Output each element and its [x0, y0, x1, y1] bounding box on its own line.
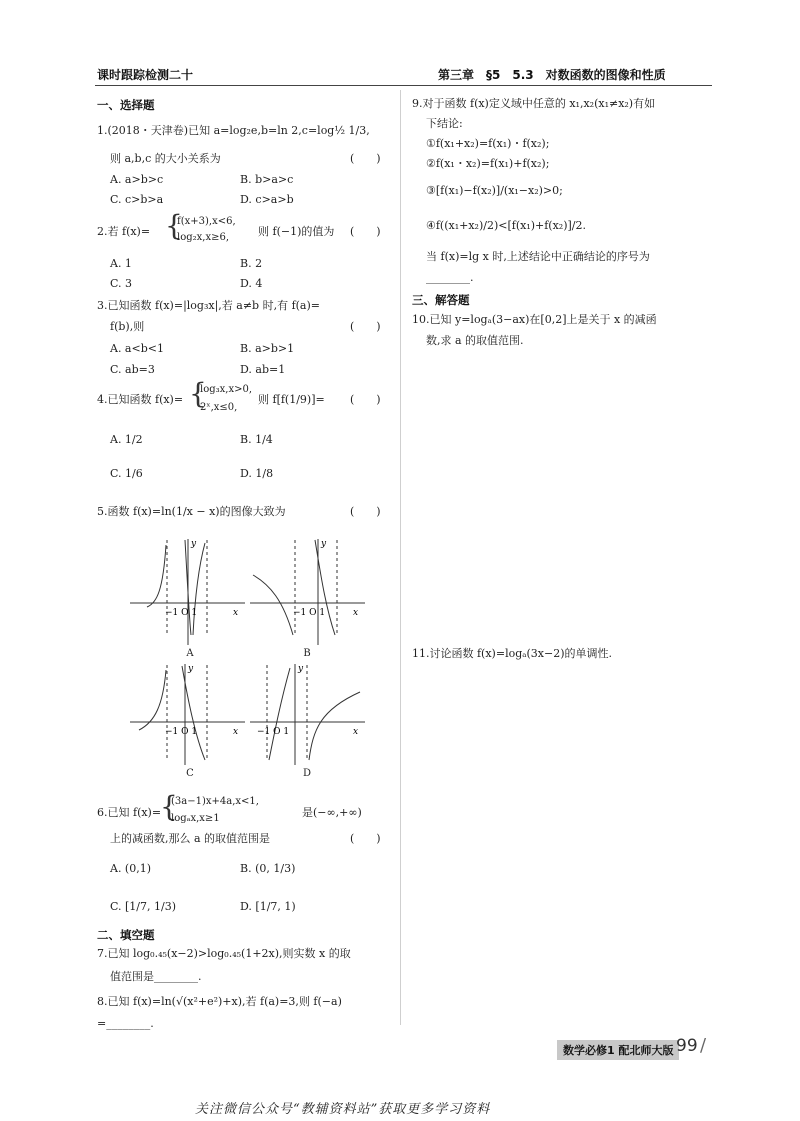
graph-d[interactable] [245, 660, 375, 770]
q4-case1: log₃x,x>0, [200, 384, 253, 395]
section-answer: 三、解答题 [412, 293, 470, 307]
q6-paren: ( ) [350, 832, 381, 845]
q1-line2: 则 a,b,c 的大小关系为 [110, 152, 221, 165]
graph-b-curve-left [253, 575, 293, 635]
q4-brace: { [189, 377, 207, 410]
q6-post: 是(−∞,+∞) [302, 806, 362, 819]
q10-line2: 数,求 a 的取值范围. [426, 334, 524, 347]
q9-conclusion-2: ②f(x₁・x₂)=f(x₁)+f(x₂); [426, 157, 550, 170]
q4-paren: ( ) [350, 393, 381, 406]
page-slash-decor: / [700, 1035, 707, 1056]
header-left: 课时跟踪检测二十 [97, 68, 194, 82]
q3-line2: f(b),则 [110, 320, 145, 333]
q3-option-c: C. ab=3 [110, 363, 155, 376]
graph-d-x-label: x [353, 727, 359, 737]
graph-a-curve-left [147, 545, 166, 607]
graph-b-ticks: −1 O 1 [293, 608, 326, 618]
q1-option-b: B. b>a>c [240, 173, 294, 186]
q11-line1: 11.讨论函数 f(x)=logₐ(3x−2)的单调性. [412, 647, 612, 660]
q4-post: 则 f[f(1/9)]= [258, 393, 325, 406]
q4-option-c: C. 1/6 [110, 467, 143, 480]
q2-option-d: D. 4 [240, 277, 263, 290]
graph-c-label: C [186, 768, 194, 779]
q8-line2: =________. [97, 1017, 154, 1030]
q6-case2: logₐx,x≥1 [171, 813, 220, 824]
q3-paren: ( ) [350, 320, 381, 333]
q9-line1: 9.对于函数 f(x)定义域中任意的 x₁,x₂(x₁≠x₂)有如 [412, 97, 656, 110]
q9-conclusion-4: ④f((x₁+x₂)/2)<[f(x₁)+f(x₂)]/2. [426, 219, 586, 232]
graph-b[interactable] [245, 535, 375, 650]
q5-text: 5.函数 f(x)=ln(1/x − x)的图像大致为 [97, 505, 286, 518]
q6-option-c: C. [1/7, 1/3) [110, 900, 176, 913]
graph-c-x-label: x [233, 727, 239, 737]
graph-a-curve-mid2 [193, 543, 205, 635]
graph-d-curve-right [309, 692, 360, 760]
q2-post: 则 f(−1)的值为 [258, 225, 335, 238]
q2-option-a: A. 1 [110, 257, 132, 270]
q1-option-c: C. c>b>a [110, 193, 164, 206]
q6-prefix: 6.已知 f(x)= [97, 806, 162, 819]
q9-line3: 当 f(x)=lg x 时,上述结论中正确结论的序号为 [426, 250, 650, 263]
footer-badge: 数学必修1 配北师大版 [557, 1040, 679, 1060]
page-number: 99 [676, 1036, 698, 1056]
q2-case2: log₂x,x≥6, [177, 232, 230, 243]
q3-option-b: B. a>b>1 [240, 342, 295, 355]
column-divider [400, 90, 401, 1025]
graph-c-curve-left [139, 670, 166, 730]
q6-case1: (3a−1)x+4a,x<1, [171, 796, 259, 807]
q10-line1: 10.已知 y=logₐ(3−ax)在[0,2]上是关于 x 的减函 [412, 313, 657, 326]
header-right: 第三章 §5 5.3 对数函数的图像和性质 [438, 68, 666, 82]
graph-d-ticks: −1 O 1 [257, 727, 290, 737]
graph-c[interactable] [125, 660, 255, 770]
q2-case1: f(x+3),x<6, [177, 216, 236, 227]
graph-a-y-label: y [191, 539, 197, 549]
q4-option-d: D. 1/8 [240, 467, 274, 480]
graph-d-curve-mid [269, 668, 290, 760]
q2-brace: { [165, 209, 183, 242]
q6-option-a: A. (0,1) [110, 862, 152, 875]
q4-option-a: A. 1/2 [110, 433, 143, 446]
q6-option-d: D. [1/7, 1) [240, 900, 296, 913]
q6-brace: { [160, 790, 178, 823]
graph-b-y-label: y [321, 539, 327, 549]
graph-b-x-label: x [353, 608, 359, 618]
q2-prefix: 2.若 f(x)= [97, 225, 151, 238]
q2-option-c: C. 3 [110, 277, 133, 290]
q5-paren: ( ) [350, 505, 381, 518]
section-choice: 一、选择题 [97, 98, 155, 112]
bottom-note: 关注微信公众号“教辅资料站”获取更多学习资料 [195, 1102, 491, 1117]
graph-c-y-label: y [188, 664, 194, 674]
q3-option-d: D. ab=1 [240, 363, 286, 376]
q4-prefix: 4.已知函数 f(x)= [97, 393, 184, 406]
graph-a-label: A [186, 648, 194, 659]
q1-option-d: D. c>a>b [240, 193, 294, 206]
graph-d-y-label: y [298, 664, 304, 674]
q9-conclusion-1: ①f(x₁+x₂)=f(x₁)・f(x₂); [426, 137, 550, 150]
q7-line2: 值范围是________. [110, 970, 202, 983]
q8-line1: 8.已知 f(x)=ln(√(x²+e²)+x),若 f(a)=3,则 f(−a) [97, 995, 342, 1008]
section-fill: 二、填空题 [97, 928, 155, 942]
graph-a-x-label: x [233, 608, 239, 618]
q7-line1: 7.已知 log₀.₄₅(x−2)>log₀.₄₅(1+2x),则实数 x 的取 [97, 947, 351, 960]
q1-paren: ( ) [350, 152, 381, 165]
q4-option-b: B. 1/4 [240, 433, 273, 446]
graph-d-label: D [302, 768, 312, 779]
q3-line1: 3.已知函数 f(x)=|log₃x|,若 a≠b 时,有 f(a)= [97, 299, 321, 312]
header-rule [95, 85, 712, 86]
q6-line2: 上的减函数,那么 a 的取值范围是 [110, 832, 271, 845]
q9-line4: ________. [426, 271, 474, 284]
q4-case2: 2ˣ,x≤0, [200, 402, 238, 413]
graph-a[interactable] [125, 535, 255, 650]
q2-option-b: B. 2 [240, 257, 263, 270]
graph-b-label: B [303, 648, 311, 659]
q3-option-a: A. a<b<1 [110, 342, 164, 355]
q9-conclusion-3: ③[f(x₁)−f(x₂)]/(x₁−x₂)>0; [426, 184, 563, 197]
q1-option-a: A. a>b>c [110, 173, 164, 186]
graph-a-ticks: −1 O 1 [165, 608, 198, 618]
q1-line1: 1.(2018・天津卷)已知 a=log₂e,b=ln 2,c=log½ 1/3, [97, 124, 370, 137]
q6-option-b: B. (0, 1/3) [240, 862, 296, 875]
graph-c-ticks: −1 O 1 [165, 727, 198, 737]
q2-paren: ( ) [350, 225, 381, 238]
q9-line2: 下结论: [426, 117, 463, 130]
